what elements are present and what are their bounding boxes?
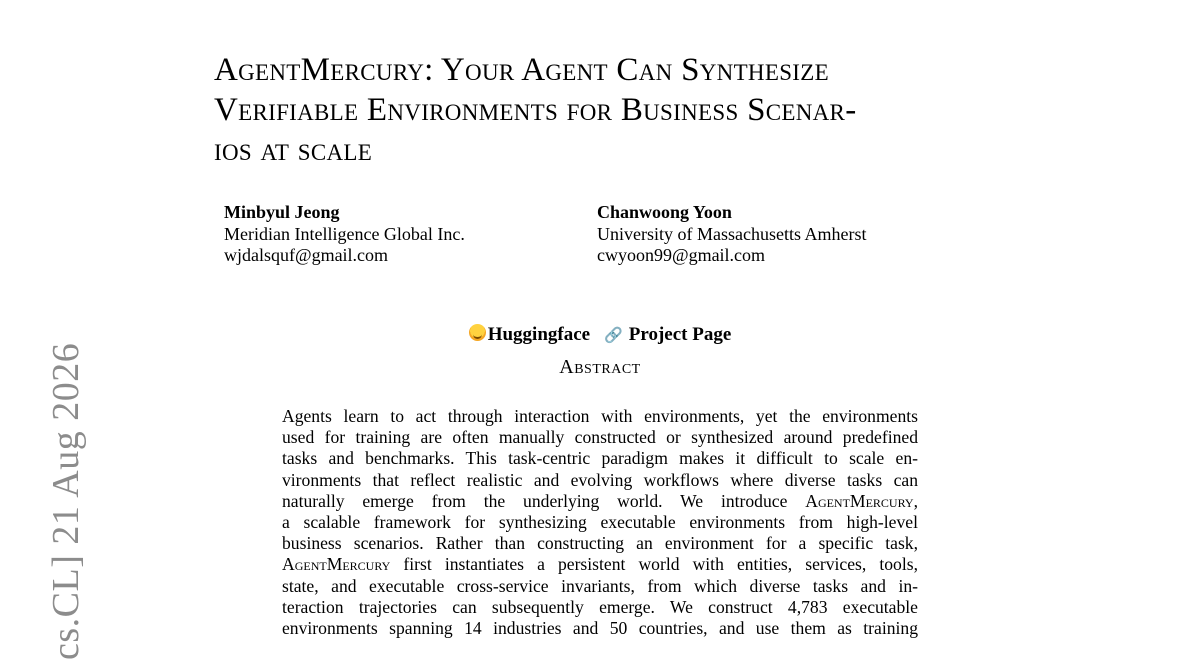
- abstract-line: a scalable framework for synthesizing executable environments from high-level: [282, 512, 918, 533]
- abstract-line: naturally emerge from the underlying world. We introduce AgentMercury,: [282, 490, 918, 511]
- huggingface-link[interactable]: Huggingface: [487, 324, 591, 345]
- author-name: Minbyul Jeong: [224, 202, 340, 222]
- abstract-line: environments spanning 14 industries and 50 countries, and use them as training: [282, 618, 918, 639]
- author-name: Chanwoong Yoon: [597, 202, 732, 222]
- title-line-2: Verifiable Environments for Business Scenar-: [214, 92, 857, 128]
- author-affiliation: University of Massachusetts Amherst: [597, 223, 867, 244]
- abstract-heading: Abstract: [559, 356, 641, 378]
- title-line-3: ios at scale: [214, 132, 373, 168]
- system-name: AgentMercury: [805, 490, 914, 511]
- author-email: wjdalsquf@gmail.com: [224, 245, 389, 265]
- author-block-2: [597, 202, 866, 267]
- abstract-line: business scenarios. Rather than constructing an environment for a specific task,: [282, 533, 918, 554]
- abstract-line: Agents learn to act through interaction with environments, yet the environments: [282, 406, 918, 426]
- arxiv-stamp: cs.CL] 21 Aug 2026: [45, 342, 87, 660]
- paper-title: [214, 50, 994, 170]
- huggingface-icon: [469, 324, 486, 341]
- project-page-link[interactable]: Project Page: [628, 324, 732, 345]
- abstract-line: used for training are often manually constructed or synthesized around predefined: [282, 427, 918, 448]
- abstract-line: state, and executable cross-service invariants, from which diverse tasks and in-: [282, 575, 918, 596]
- link-icon: 🔗: [604, 328, 623, 344]
- abstract-line: AgentMercury first instantiates a persistent world with entities, services, tools,: [282, 554, 918, 575]
- system-name: AgentMercury: [282, 554, 391, 575]
- abstract-line: tasks and benchmarks. This task-centric paradigm makes it difficult to scale en-: [282, 448, 918, 469]
- resource-links: [0, 324, 1200, 346]
- abstract-body: [282, 406, 918, 639]
- abstract-line: teraction trajectories can subsequently emerge. We construct 4,783 executable: [282, 596, 918, 617]
- author-email: cwyoon99@gmail.com: [597, 245, 766, 265]
- title-line-1: AgentMercury: Your Agent Can Synthesize: [214, 52, 829, 88]
- author-block-1: [224, 202, 465, 267]
- author-affiliation: Meridian Intelligence Global Inc.: [224, 223, 465, 244]
- abstract-line: vironments that reflect realistic and evolving workflows where diverse tasks can: [282, 469, 918, 490]
